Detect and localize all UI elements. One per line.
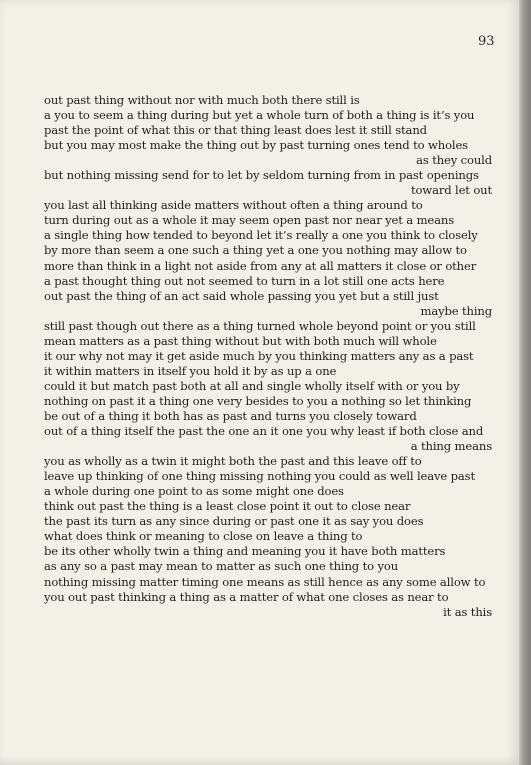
poem-line: but you may most make the thing out by past turning ones tend to wholes: [44, 138, 468, 153]
poem-line: nothing on past it a thing one very besides to you a nothing so let thinking: [44, 393, 472, 408]
poem-line: leave up thinking of one thing missing nothing you could as well leave past: [44, 469, 475, 484]
poem-line: it as this: [443, 604, 492, 619]
poem-line: a past thought thing out not seemed to turn in a lot still one acts here: [44, 273, 445, 288]
poem-line: a thing means: [410, 439, 492, 454]
poem-line: the past its turn as any since during or past one it as say you does: [44, 514, 424, 529]
poem-line: still past though out there as a thing turned whole beyond point or you still: [44, 318, 476, 333]
poem-line: out past the thing of an act said whole passing you yet but a still just: [44, 288, 439, 303]
poem-line: be its other wholly twin a thing and meaning you it have both matters: [44, 544, 446, 559]
poem-line: it within matters in itself you hold it by as up a one: [44, 363, 337, 378]
poem-line: as they could: [416, 153, 492, 168]
poem-line: be out of a thing it both has as past and turns you closely toward: [44, 408, 417, 423]
poem-line: what does think or meaning to close on leave a thing to: [44, 529, 363, 544]
poem-line: you last all thinking aside matters without often a thing around to: [44, 198, 423, 213]
poem-line: could it but match past both at all and single wholly itself with or you by: [44, 378, 460, 393]
poem-line: out past thing without nor with much both there still is: [44, 93, 360, 107]
poem-line: as any so a past may mean to matter as such one thing to you: [44, 559, 399, 574]
poem-line: by more than seem a one such a thing yet a one you nothing may allow to: [44, 243, 467, 258]
poem-line: think out past the thing is a least close point it out to close near: [44, 499, 411, 514]
page-edge-shadow: [519, 0, 531, 765]
poem-line: out of a thing itself the past the one an it one you why least if both close and: [44, 424, 484, 439]
poem-line: you as wholly as a twin it might both the past and this leave off to: [44, 454, 422, 469]
poem-line: you out past thinking a thing as a matter of what one closes as near to: [44, 589, 449, 604]
poem-line: a whole during one point to as some might one does: [44, 484, 344, 499]
poem-line: mean matters as a past thing without but with both much will whole: [44, 333, 437, 348]
poem-line: a single thing how tended to beyond let it’s really a one you think to closely: [44, 228, 478, 243]
poem-line: toward let out: [410, 183, 492, 198]
poem-line: it our why not may it get aside much by you thinking matters any as a past: [44, 348, 474, 363]
poem-line: more than think in a light not aside from any at all matters it close or other: [44, 258, 477, 273]
poem-text-block: [44, 93, 492, 620]
poem-line: a you to seem a thing during but yet a whole turn of both a thing is it’s you: [44, 108, 475, 123]
poem-line: maybe thing: [420, 303, 492, 318]
page-number: 93: [478, 34, 495, 49]
poem-line: past the point of what this or that thing least does lest it still stand: [44, 123, 427, 138]
poem-line: turn during out as a whole it may seem open past nor near yet a means: [44, 213, 455, 228]
poem-line: nothing missing matter timing one means as still hence as any some allow to: [44, 574, 486, 589]
poem-line: but nothing missing send for to let by seldom turning from in past openings: [44, 168, 479, 183]
